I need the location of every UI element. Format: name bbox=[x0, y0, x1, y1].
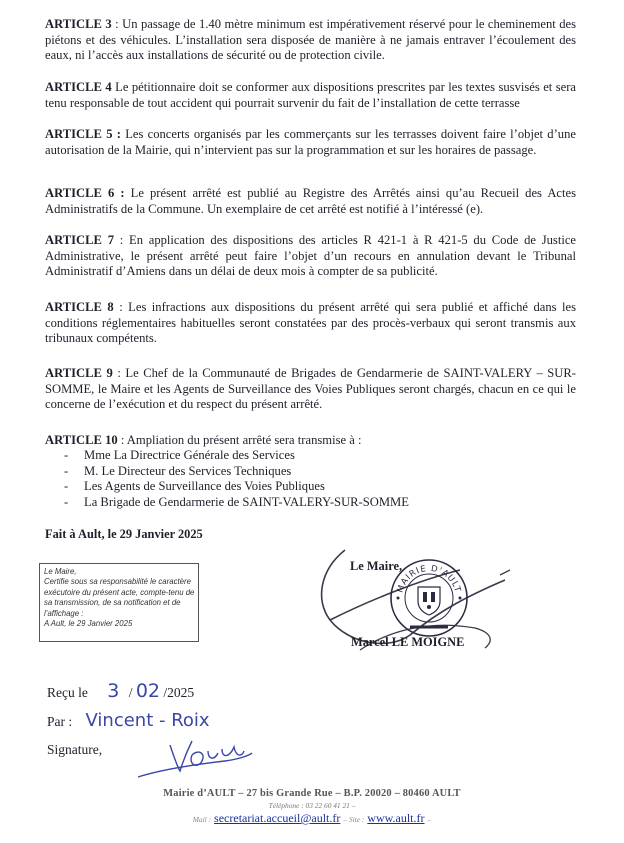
recu-label: Reçu le bbox=[47, 685, 88, 700]
maire-name: Marcel LE MOIGNE bbox=[351, 635, 465, 649]
article-3 bbox=[45, 17, 576, 64]
cert-line: Le Maire, bbox=[44, 567, 77, 576]
article-3-sep: : bbox=[111, 17, 123, 31]
article-5-label: ARTICLE 5 : bbox=[45, 127, 121, 141]
par-row bbox=[47, 710, 210, 731]
article-5-text: Les concerts organisés par les commerçants sur les terrasses doivent faire l’objet d’une autorisation de la Mairie, qui n’intervient pas sur la programmation et sur les horaires de passage. bbox=[45, 127, 576, 157]
stamp-coat-of-arms bbox=[418, 587, 440, 615]
footer-phone: Téléphone : 03 22 60 41 21 – bbox=[268, 801, 356, 810]
certification-box bbox=[39, 563, 199, 642]
article-6 bbox=[45, 186, 576, 217]
footer-website-link[interactable]: www.ault.fr bbox=[367, 811, 425, 825]
par-name: Vincent - Roix bbox=[85, 710, 210, 731]
footer-contact bbox=[0, 811, 624, 826]
cert-line: sa transmission, de sa notification et de bbox=[44, 598, 181, 608]
recipient-item: - Mme La Directrice Générale des Services bbox=[64, 448, 409, 464]
cert-line: exécutoire du présent acte, compte-tenu de bbox=[44, 587, 195, 597]
fait-a-ault: Fait à Ault, le 29 Janvier 2025 bbox=[45, 527, 203, 541]
recipient-item: - Les Agents de Surveillance des Voies Publiques bbox=[64, 479, 409, 495]
recu-month: 02 bbox=[135, 680, 161, 702]
article-9-text: Le Chef de la Communauté de Brigades de Gendarmerie de SAINT-VALERY – SUR-SOMME, le Maire et les Agents de Surveillance des Voies Publiques seront chargés, chacun en ce qui le concerne de l’exécution et du respect du présent arrêté. bbox=[45, 366, 576, 412]
recipients-list bbox=[64, 448, 409, 510]
article-7-text: En application des dispositions des articles R 421-1 à R 421-5 du Code de Justice Administrative, le présent arrêté peut faire l’objet d’un recours en annulation devant le Tribunal Administratif d’Amiens dans un délai de deux mois à compter de sa publicité. bbox=[45, 233, 577, 279]
recu-sep1: / bbox=[128, 685, 133, 700]
footer-address: Mairie d’AULT – 27 bis Grande Rue – B.P. 20020 – 80460 AULT bbox=[163, 788, 461, 799]
article-9-sep: : bbox=[112, 366, 126, 380]
article-9-label: ARTICLE 9 bbox=[45, 366, 113, 380]
article-9 bbox=[45, 366, 576, 413]
article-6-label: ARTICLE 6 : bbox=[45, 186, 125, 200]
cert-line: l’affichage : bbox=[44, 608, 84, 618]
recu-year: 2025 bbox=[167, 685, 195, 700]
article-7 bbox=[45, 233, 576, 280]
article-10 bbox=[45, 433, 576, 449]
article-3-label: ARTICLE 3 bbox=[45, 17, 112, 31]
article-8-text: Les infractions aux dispositions du présent arrêté qui sera publié et affiché dans les conditions réglementaires habituelles seront constatées par des procès-verbaux qui seront transmis aux tribunaux compétents. bbox=[45, 300, 577, 346]
par-label: Par : bbox=[47, 714, 73, 729]
signature-label: Signature, bbox=[47, 742, 103, 757]
article-5 bbox=[45, 127, 576, 158]
footer-end-dash: – bbox=[427, 815, 432, 824]
article-8 bbox=[45, 300, 576, 347]
footer-site-label: – Site : bbox=[343, 815, 365, 824]
footer-email-link[interactable]: secretariat.accueil@ault.fr bbox=[214, 811, 341, 825]
maire-title: Le Maire, bbox=[350, 559, 403, 573]
receiver-signature-image bbox=[130, 735, 260, 785]
article-10-label: ARTICLE 10 bbox=[45, 433, 118, 447]
article-7-label: ARTICLE 7 bbox=[45, 233, 114, 247]
article-8-sep: : bbox=[113, 300, 129, 314]
recu-sep2: / bbox=[163, 685, 168, 700]
cert-line: A Ault, le 29 Janvier 2025 bbox=[44, 619, 133, 629]
article-6-text: Le présent arrêté est publié au Registre des Arrêtés ainsi qu’au Recueil des Actes Administratifs de la Commune. Un exemplaire de cet arrêté est notifié à l’intéressé (e). bbox=[45, 186, 577, 216]
recu-day: 3 bbox=[107, 680, 120, 702]
article-10-text: Ampliation du présent arrêté sera transmise à : bbox=[126, 433, 362, 447]
article-3-text: Un passage de 1.40 mètre minimum est impérativement réservé pour le cheminement des piétons et des véhicules. L’installation sera disposée de manière à ne jamais entraver l’écoulement des eaux, ni l’accès aux installations de sécurité ou de protection civile. bbox=[45, 17, 577, 63]
article-4 bbox=[45, 80, 576, 111]
article-7-sep: : bbox=[114, 233, 129, 247]
stamp-ring-text: MAIRIE D'AULT bbox=[395, 563, 463, 595]
recipient-item: - La Brigade de Gendarmerie de SAINT-VALERY-SUR-SOMME bbox=[64, 495, 409, 511]
article-4-text: Le pétitionnaire doit se conformer aux dispositions prescrites par les textes susvisés et sera tenu responsable de tout accident qui pourrait survenir du fait de l’installation de cette terrasse bbox=[45, 80, 577, 110]
cert-line: Certifie sous sa responsabilité le caractère bbox=[44, 577, 191, 587]
recu-le-row bbox=[47, 680, 194, 702]
recipient-item: - M. Le Directeur des Services Techniques bbox=[64, 464, 409, 480]
article-10-sep: : bbox=[117, 433, 127, 447]
article-4-label: ARTICLE 4 bbox=[45, 80, 112, 94]
article-8-label: ARTICLE 8 bbox=[45, 300, 114, 314]
footer-mail-label: Mail : bbox=[192, 815, 212, 824]
